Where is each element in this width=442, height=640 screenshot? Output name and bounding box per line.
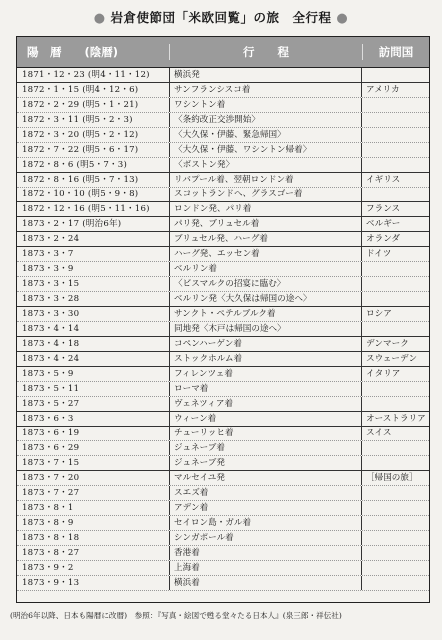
date-cell: 1872・8・16 (明5・7・13) [22,174,139,185]
table-row [17,561,429,576]
table-row [17,352,429,367]
date-cell: 1872・7・22 (明5・6・17) [22,144,139,155]
date-cell: 1873・9・13 [22,577,80,588]
country-cell: デンマーク [361,337,429,351]
date-cell: 1873・6・19 [22,428,80,439]
event-cell: チューリッヒ着 [169,427,361,441]
country-cell [361,456,429,470]
event-cell: 上海着 [169,561,361,575]
date-cell: 1872・10・10 (明5・9・8) [22,189,139,200]
event-cell: リバプール着、翌朝ロンドン着 [169,173,361,187]
country-cell [361,486,429,500]
country-cell [361,277,429,291]
table-row [17,128,429,143]
table-row [17,367,429,382]
country-cell [361,158,429,172]
table-row [17,143,429,158]
country-cell: イギリス [361,173,429,187]
title-text: 岩倉使節団「米欧回覧」の旅 全行程 [110,10,332,25]
date-cell: 1873・5・27 [22,398,80,409]
date-cell: 1873・7・27 [22,488,80,499]
country-cell [361,188,429,202]
country-cell: スウェーデン [361,352,429,366]
event-cell: ジュネーブ発 [169,456,361,470]
table-row [17,471,429,486]
country-cell [361,128,429,142]
itinerary-table [16,36,430,603]
page-title [0,8,442,26]
date-cell: 1873・7・15 [22,458,80,469]
event-cell: フィレンツェ着 [169,367,361,381]
country-cell [361,262,429,276]
header-itinerary: 行 程 [169,44,362,60]
country-cell: オーストラリア [361,412,429,426]
table-row [17,546,429,561]
table-row [17,441,429,456]
date-cell: 1873・8・18 [22,533,80,544]
country-cell [361,516,429,530]
country-cell: ［帰国の旅］ [361,471,429,485]
event-cell: コペンハーゲン着 [169,337,361,351]
country-cell: スイス [361,427,429,441]
date-cell: 1873・4・24 [22,353,80,364]
country-cell [361,441,429,455]
event-cell: ワシントン着 [169,98,361,112]
event-cell: ヴェネツィア着 [169,397,361,411]
event-cell: スコットランドへ、グラスゴー着 [169,188,361,202]
event-cell: サンフランシスコ着 [169,83,361,97]
event-cell: ストックホルム着 [169,352,361,366]
table-row [17,247,429,262]
bullet-icon: ● [93,11,106,26]
date-cell: 1873・5・9 [22,368,74,379]
country-cell [361,546,429,560]
table-row [17,427,429,442]
country-cell [361,382,429,396]
footnote: (明治6年以降、日本も陽暦に改暦) 参照：『写真・絵図で甦る堂々たる日本人』(泉三郎・祥伝社) [10,611,342,620]
event-cell: 同地発〈木戸は帰国の途へ〉 [169,322,361,336]
country-cell [361,143,429,157]
date-cell: 1873・6・29 [22,443,80,454]
date-cell: 1872・3・11 (明5・2・3) [22,114,133,125]
date-cell: 1872・2・29 (明5・1・21) [22,99,139,110]
event-cell: スエズ着 [169,486,361,500]
date-cell: 1872・1・15 (明4・12・6) [22,84,139,95]
bullet-icon: ● [336,11,349,26]
table-row [17,397,429,412]
event-cell: ジュネーブ着 [169,441,361,455]
date-cell: 1873・4・14 [22,323,80,334]
table-row [17,307,429,322]
date-cell: 1873・7・20 [22,473,80,484]
event-cell: 〈条約改正交渉開始〉 [169,113,361,127]
event-cell: ベルリン発〈大久保は帰国の途へ〉 [169,292,361,306]
country-cell [361,98,429,112]
table-row [17,501,429,516]
table-row [17,188,429,203]
date-cell: 1873・8・9 [22,518,74,529]
table-row [17,158,429,173]
date-cell: 1873・8・1 [22,503,74,514]
country-cell: イタリア [361,367,429,381]
event-cell: ローマ着 [169,382,361,396]
date-cell: 1873・5・11 [22,383,80,394]
event-cell: 〈ボストン発〉 [169,158,361,172]
date-cell: 1873・8・27 [22,547,80,558]
date-cell: 1873・3・7 [22,249,74,260]
table-row [17,337,429,352]
country-cell [361,292,429,306]
event-cell: 横浜着 [169,576,361,590]
country-cell [361,113,429,127]
event-cell: 〈大久保・伊藤、ワシントン帰着〉 [169,143,361,157]
date-cell: 1873・3・30 [22,308,80,319]
table-row [17,232,429,247]
country-cell: ベルギー [361,217,429,231]
table-row [17,292,429,307]
event-cell: アデン着 [169,501,361,515]
event-cell: サンクト・ペテルブルク着 [169,307,361,321]
table-row [17,486,429,501]
country-cell [361,68,429,82]
event-cell: マルセイユ発 [169,471,361,485]
date-cell: 1873・2・24 [22,234,80,245]
country-cell [361,322,429,336]
table-row [17,322,429,337]
header-country: 訪問国 [362,44,429,60]
country-cell: ドイツ [361,247,429,261]
event-cell: ウィーン着 [169,412,361,426]
table-row [17,173,429,188]
date-cell: 1872・8・6 (明5・7・3) [22,159,128,170]
event-cell: セイロン島・ガル着 [169,516,361,530]
country-cell [361,576,429,590]
date-cell: 1871・12・23 (明4・11・12) [22,69,150,80]
event-cell: 横浜発 [169,68,361,82]
country-cell [361,501,429,515]
table-header [17,37,429,68]
table-row [17,277,429,292]
date-cell: 1873・4・18 [22,338,80,349]
table-row [17,217,429,232]
table-body [17,68,429,591]
country-cell: オランダ [361,232,429,246]
table-row [17,531,429,546]
date-cell: 1872・12・16 (明5・11・16) [22,204,150,215]
country-cell: フランス [361,202,429,216]
country-cell: アメリカ [361,83,429,97]
country-cell: ロシア [361,307,429,321]
event-cell: シンガポール着 [169,531,361,545]
table-row [17,202,429,217]
table-row [17,516,429,531]
table-row [17,412,429,427]
event-cell: ロンドン発、パリ着 [169,202,361,216]
event-cell: 〈大久保・伊藤、緊急帰国〉 [169,128,361,142]
country-cell [361,531,429,545]
table-row [17,576,429,591]
event-cell: パリ発、ブリュセル着 [169,217,361,231]
event-cell: 香港着 [169,546,361,560]
date-cell: 1873・3・15 [22,279,80,290]
country-cell [361,561,429,575]
table-row [17,68,429,83]
header-date: 陽 暦 (陰暦) [27,45,119,59]
date-cell: 1873・3・28 [22,294,80,305]
date-cell: 1873・2・17 (明治6年) [22,219,122,230]
country-cell [361,397,429,411]
event-cell: ブリュセル発、ハーグ着 [169,232,361,246]
table-row [17,382,429,397]
table-row [17,262,429,277]
event-cell: ハーグ発、エッセン着 [169,247,361,261]
event-cell: ベルリン着 [169,262,361,276]
date-cell: 1873・9・2 [22,562,74,573]
table-row [17,83,429,98]
table-row [17,456,429,471]
date-cell: 1873・6・3 [22,413,74,424]
date-cell: 1873・3・9 [22,264,74,275]
table-row [17,98,429,113]
event-cell: 〈ビスマルクの招宴に臨む〉 [169,277,361,291]
date-cell: 1872・3・20 (明5・2・12) [22,129,139,140]
table-row [17,113,429,128]
